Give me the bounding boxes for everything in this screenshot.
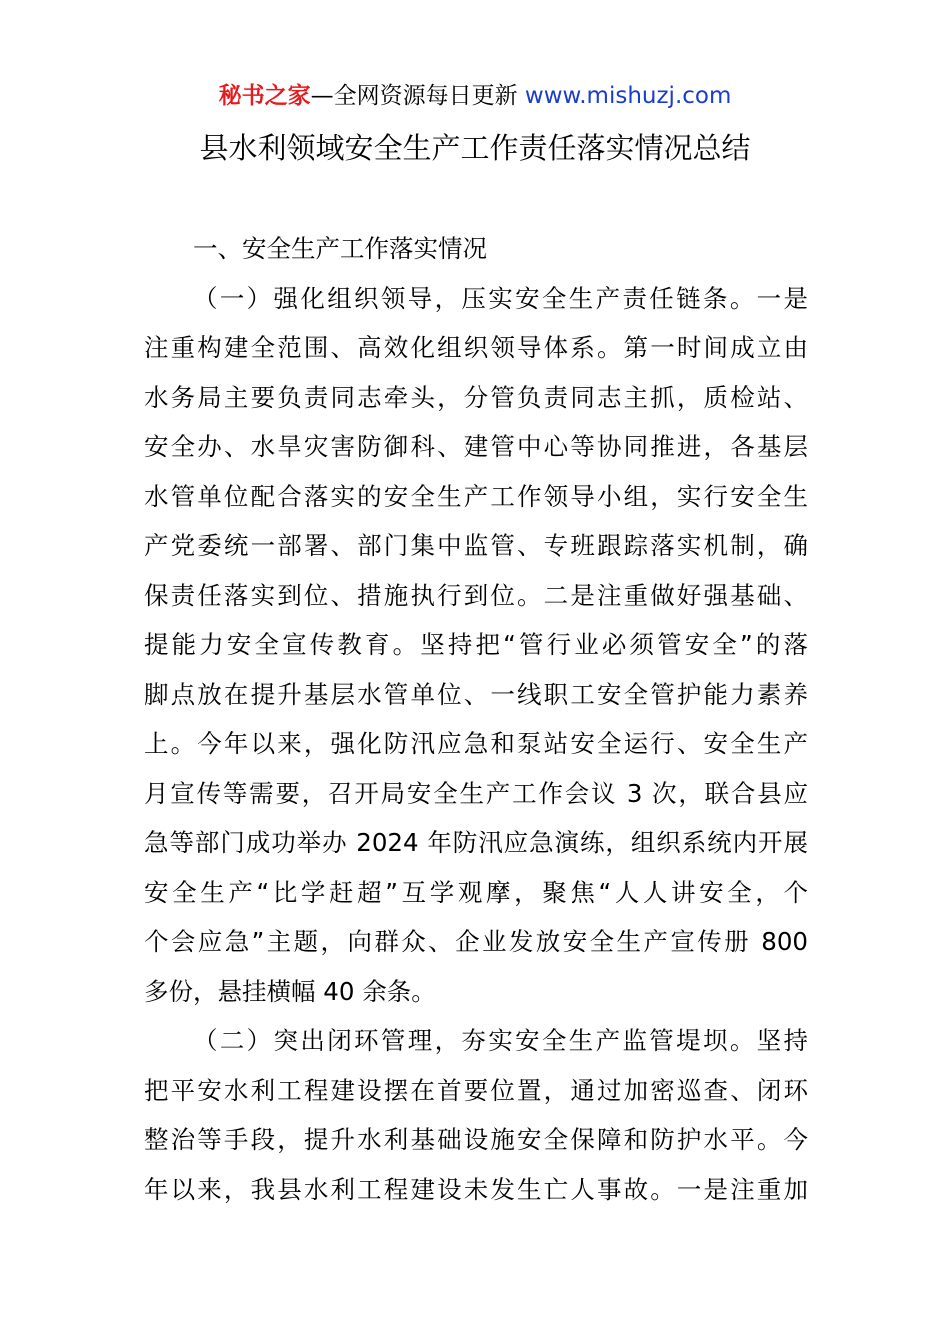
site-url-link[interactable]: www.mishuzj.com — [524, 83, 732, 109]
text-line: 多份，悬挂横幅 40 余条。 — [144, 976, 436, 1006]
text-line: 安全生产“比学赶超”互学观摩，聚焦“人人讲安全，个 — [144, 877, 808, 907]
text-line: （一）强化组织领导，压实安全生产责任链条。一是 — [193, 283, 808, 313]
section-heading: 一、安全生产工作落实情况 — [193, 234, 487, 263]
text-line: 上。今年以来，强化防汛应急和泵站安全运行、安全生产 — [144, 729, 808, 758]
text-line: 脚点放在提升基层水管单位、一线职工安全管护能力素养 — [144, 679, 808, 709]
text-line: 注重构建全范围、高效化组织领导体系。第一时间成立由 — [144, 333, 808, 362]
text-line: 保责任落实到位、措施执行到位。二是注重做好强基础、 — [144, 580, 808, 610]
text-line: （二）突出闭环管理，夯实安全生产监管堤坝。坚持 — [193, 1026, 808, 1055]
site-brand: 秘书之家 — [218, 83, 311, 109]
document-body — [144, 224, 808, 1214]
text-line: 水务局主要负责同志牵头，分管负责同志主抓，质检站、 — [144, 382, 808, 412]
text-line: 月宣传等需要，召开局安全生产工作会议 3 次，联合县应 — [144, 778, 808, 808]
text-line: 把平安水利工程建设摆在首要位置，通过加密巡查、闭环 — [144, 1075, 808, 1105]
text-line: 个会应急”主题，向群众、企业发放安全生产宣传册 800 — [144, 927, 808, 956]
site-banner — [0, 80, 950, 112]
text-line: 水管单位配合落实的安全生产工作领导小组，实行安全生 — [144, 481, 808, 511]
text-line: 整治等手段，提升水利基础设施安全保障和防护水平。今 — [144, 1125, 808, 1154]
document-title: 县水利领域安全生产工作责任落实情况总结 — [199, 131, 751, 165]
text-line: 年以来，我县水利工程建设未发生亡人事故。一是注重加 — [144, 1174, 808, 1204]
site-tagline: —全网资源每日更新 — [310, 83, 518, 109]
text-line: 安全办、水旱灾害防御科、建管中心等协同推进，各基层 — [144, 432, 808, 461]
text-line: 产党委统一部署、部门集中监管、专班跟踪落实机制，确 — [144, 531, 808, 560]
text-line: 提能力安全宣传教育。坚持把“管行业必须管安全”的落 — [144, 630, 808, 659]
text-line: 急等部门成功举办 2024 年防汛应急演练，组织系统内开展 — [144, 828, 808, 857]
